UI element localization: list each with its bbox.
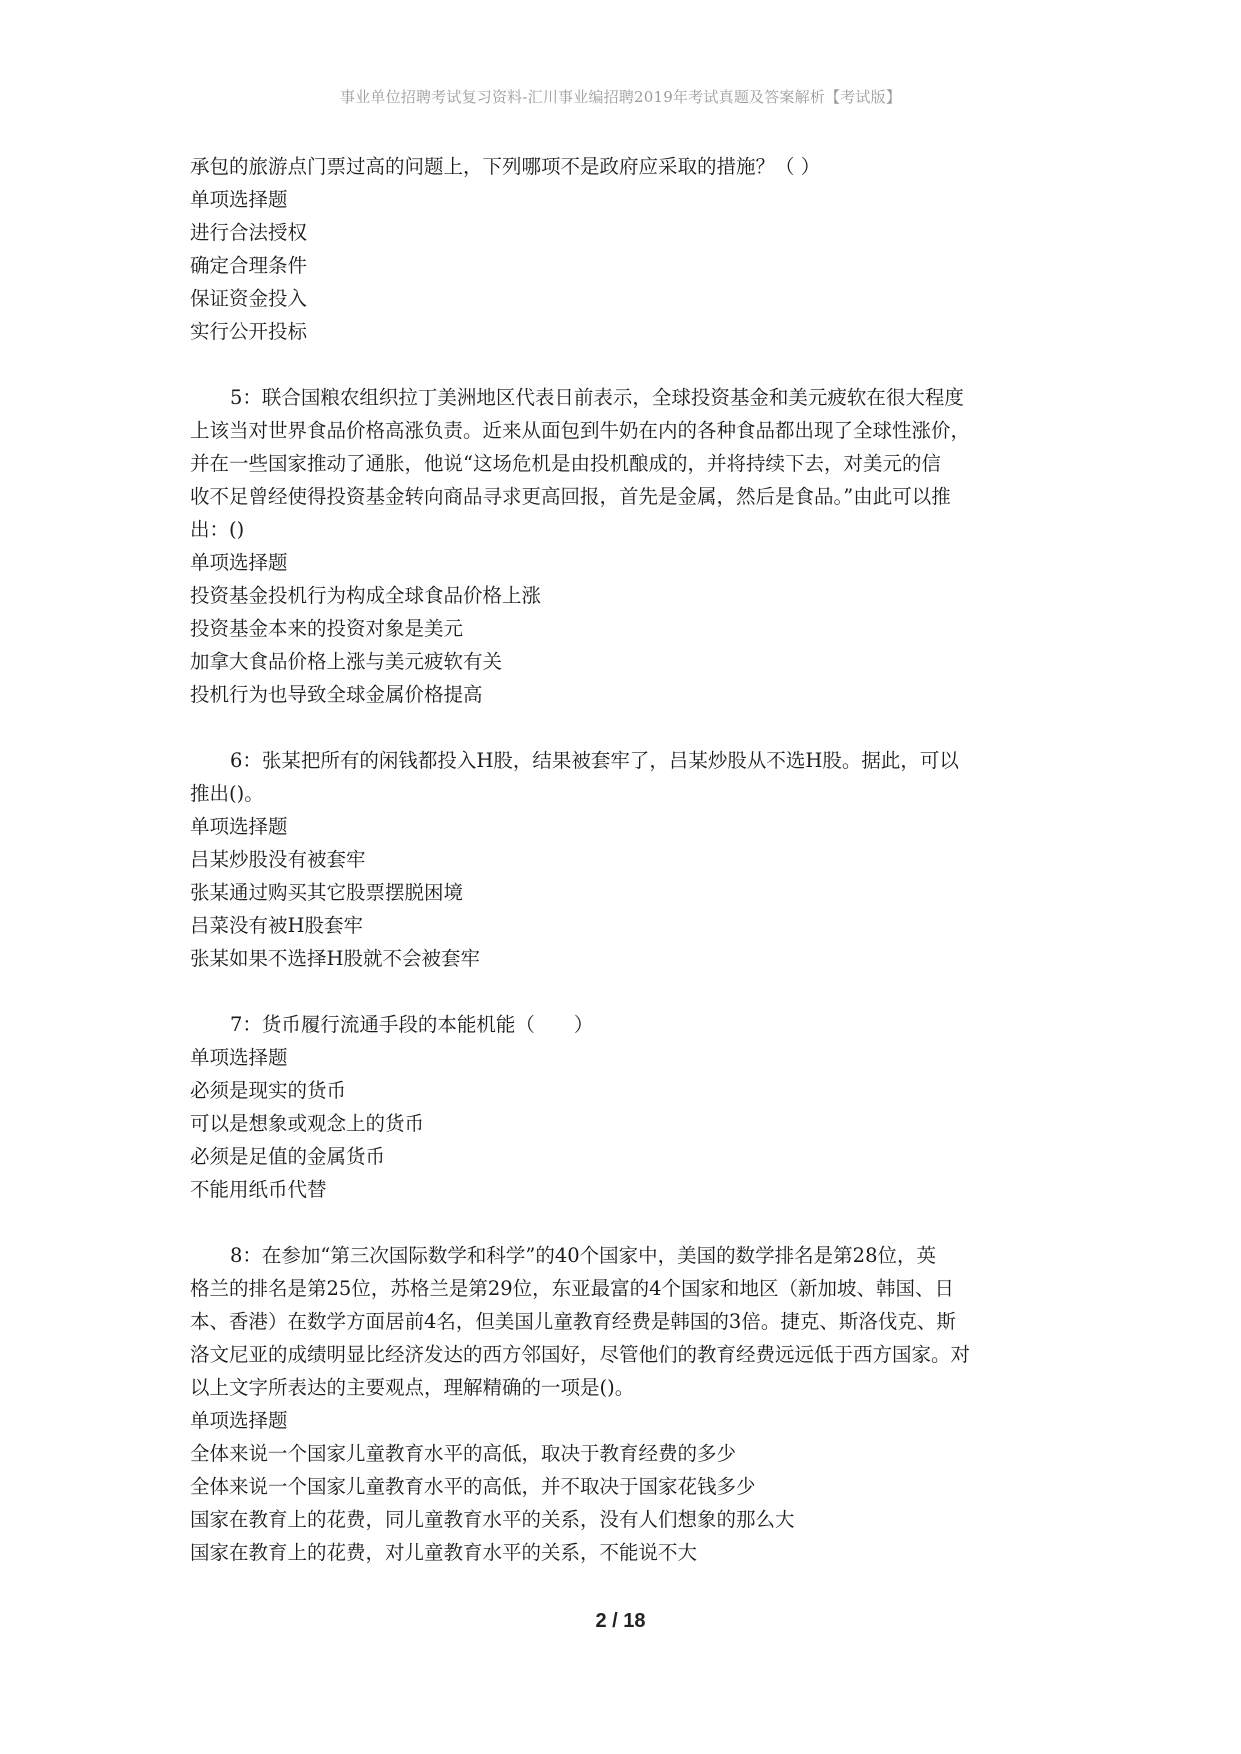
question-type: 单项选择题: [190, 1409, 288, 1432]
option: 必须是现实的货币: [190, 1079, 347, 1102]
question-stem-line: 出：(): [190, 518, 245, 541]
question-stem-line: 7：货币履行流通手段的本能机能（ ）: [230, 1013, 594, 1036]
option: 进行合法授权: [190, 221, 308, 244]
question-stem-line: 收不足曾经使得投资基金转向商品寻求更高回报，首先是金属，然后是食品。”由此可以推: [190, 485, 951, 508]
question-stem-line: 8：在参加“第三次国际数学和科学”的40个国家中，美国的数学排名是第28位，英: [230, 1244, 936, 1267]
option: 加拿大食品价格上涨与美元疲软有关: [190, 650, 503, 673]
question-stem-line: 洛文尼亚的成绩明显比经济发达的西方邻国好，尽管他们的教育经费远远低于西方国家。对: [190, 1343, 971, 1366]
question-8: [190, 1239, 1060, 1569]
question-stem-tail: 承包的旅游点门票过高的问题上，下列哪项不是政府应采取的措施？（ ）: [190, 155, 821, 178]
question-7: [190, 1008, 1060, 1206]
question-stem-line: 上该当对世界食品价格高涨负责。近来从面包到牛奶在内的各种食品都出现了全球性涨价，: [190, 419, 971, 442]
question-type: 单项选择题: [190, 815, 288, 838]
question-stem-line: 并在一些国家推动了通胀，他说“这场危机是由投机酿成的，并将持续下去，对美元的信: [190, 452, 941, 475]
question-stem-line: 本、香港）在数学方面居前4名，但美国儿童教育经费是韩国的3倍。捷克、斯洛伐克、斯: [190, 1310, 956, 1333]
page-header: 事业单位招聘考试复习资料-汇川事业编招聘2019年考试真题及答案解析【考试版】: [339, 88, 902, 106]
option: 国家在教育上的花费，同儿童教育水平的关系，没有人们想象的那么大: [190, 1508, 795, 1531]
option: 吕菜没有被H股套牢: [190, 914, 364, 937]
option: 不能用纸币代替: [190, 1178, 327, 1201]
option: 投机行为也导致全球金属价格提高: [190, 683, 483, 706]
option: 保证资金投入: [190, 287, 308, 310]
option: 张某通过购买其它股票摆脱困境: [190, 881, 464, 904]
option: 可以是想象或观念上的货币: [190, 1112, 425, 1135]
question-type: 单项选择题: [190, 1046, 288, 1069]
option: 投资基金本来的投资对象是美元: [190, 617, 464, 640]
option: 必须是足值的金属货币: [190, 1145, 386, 1168]
question-type: 单项选择题: [190, 551, 288, 574]
option: 实行公开投标: [190, 320, 308, 343]
page-number: 2 / 18: [595, 1610, 646, 1632]
question-6: [190, 744, 1060, 975]
question-stem-line: 格兰的排名是第25位，苏格兰是第29位，东亚最富的4个国家和地区（新加坡、韩国、日: [190, 1277, 955, 1300]
question-stem-line: 5：联合国粮农组织拉丁美洲地区代表日前表示，全球投资基金和美元疲软在很大程度: [230, 386, 964, 409]
option: 投资基金投机行为构成全球食品价格上涨: [190, 584, 542, 607]
question-stem-line: 6：张某把所有的闲钱都投入H股，结果被套牢了，吕某炒股从不选H股。据此，可以: [230, 749, 959, 772]
option: 全体来说一个国家儿童教育水平的高低，并不取决于国家花钱多少: [190, 1475, 756, 1498]
option: 张某如果不选择H股就不会被套牢: [190, 947, 481, 970]
option: 全体来说一个国家儿童教育水平的高低，取决于教育经费的多少: [190, 1442, 737, 1465]
option: 吕某炒股没有被套牢: [190, 848, 366, 871]
question-5: [190, 381, 1060, 711]
question-stem-line: 推出()。: [190, 782, 264, 805]
question-stem-line: 以上文字所表达的主要观点，理解精确的一项是()。: [190, 1376, 635, 1399]
option: 确定合理条件: [190, 254, 308, 277]
option: 国家在教育上的花费，对儿童教育水平的关系，不能说不大: [190, 1541, 698, 1564]
question-continued: [190, 150, 1060, 348]
question-type: 单项选择题: [190, 188, 288, 211]
document-body: [190, 150, 1060, 1569]
